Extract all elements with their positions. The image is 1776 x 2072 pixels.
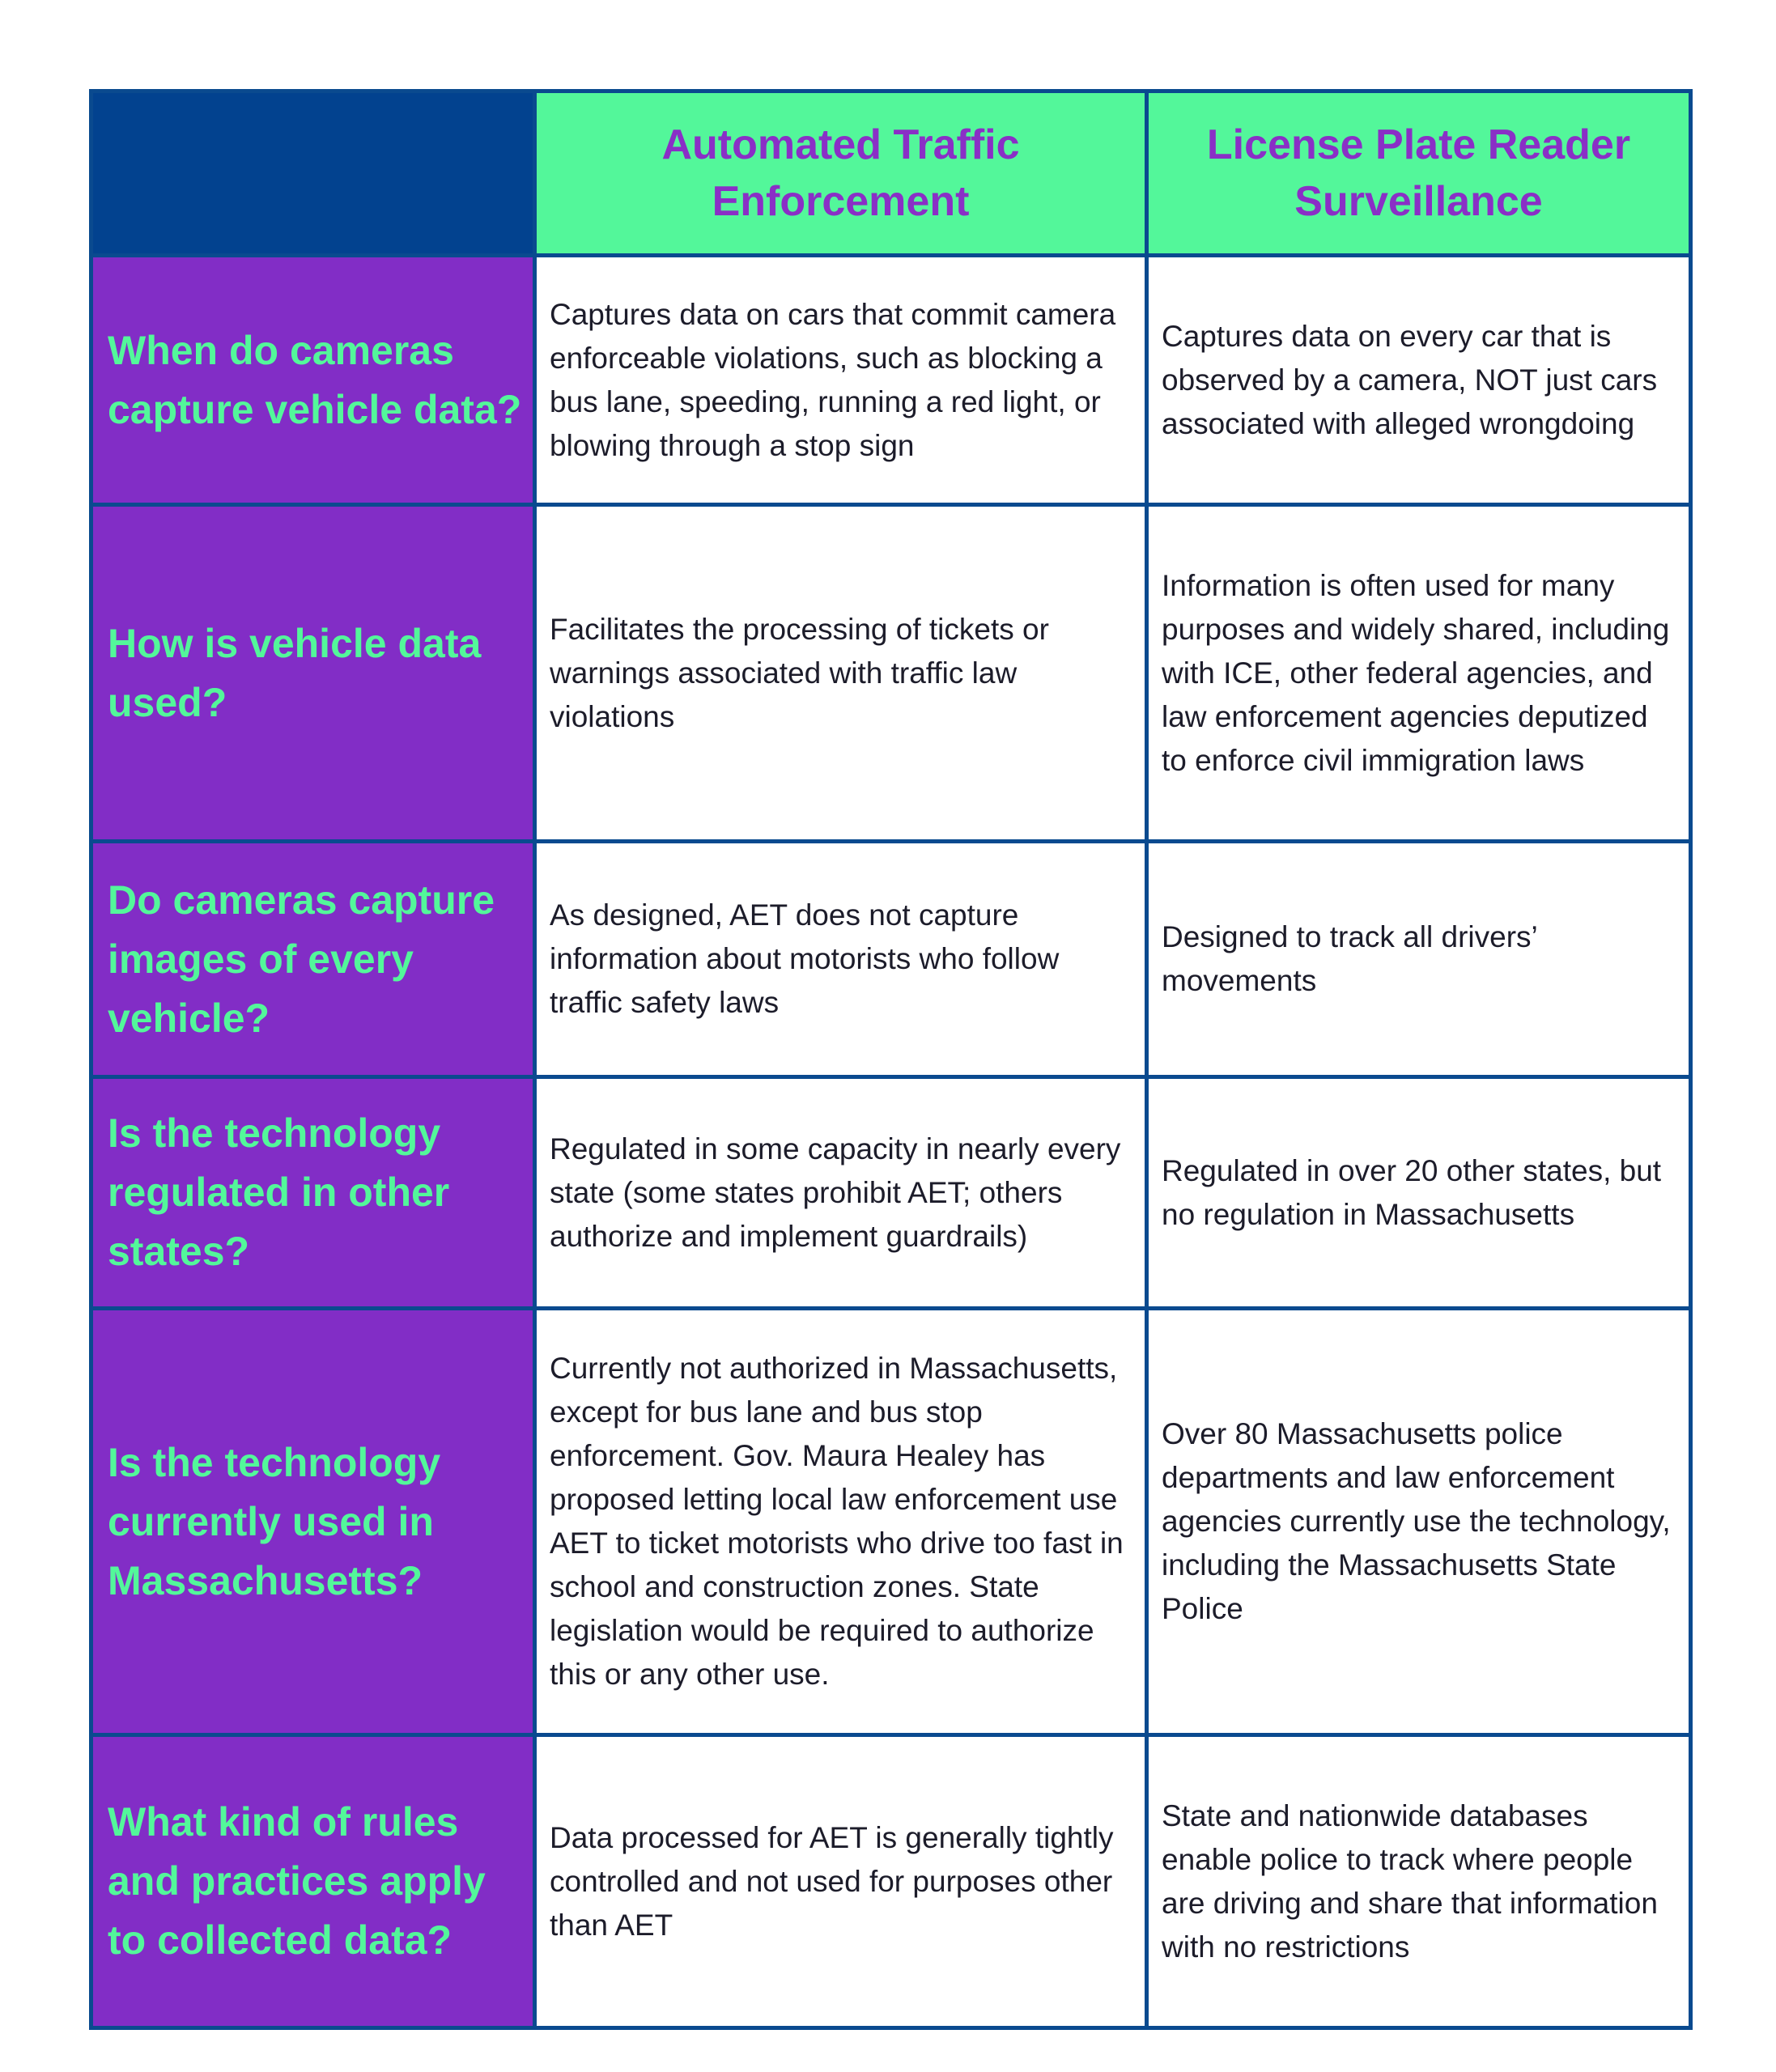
- table-row: [91, 1309, 1691, 1735]
- row-lpr-answer: [1147, 842, 1691, 1077]
- table-row: [91, 1735, 1691, 2028]
- row-question: Do cameras capture images of every vehicle?: [91, 842, 535, 1077]
- row-aet-answer: [535, 1077, 1147, 1309]
- comparison-table: [89, 89, 1693, 2030]
- cell-text: Information is often used for many purposes and widely shared, including with ICE, other federal agencies, and law enforcement agencies deputized to enforce civil immigration laws: [1162, 568, 1670, 777]
- cell-text: As designed, AET does not capture information about motorists who follow traffic safety laws: [550, 898, 1060, 1019]
- row-lpr-answer: [1147, 1309, 1691, 1735]
- row-aet-answer: [535, 256, 1147, 505]
- cell-text: State and nationwide databases enable police to track where people are driving and share that information with no restrictions: [1162, 1798, 1658, 1964]
- cell-text: Regulated in over 20 other states, but no regulation in Massachusetts: [1162, 1153, 1662, 1231]
- cell-text: Captures data on every car that is observed by a camera, NOT just cars associated with alleged wrongdoing: [1162, 319, 1658, 440]
- cell-text: Currently not authorized in Massachusetts, except for bus lane and bus stop enforcement. Gov. Maura Healey has proposed letting local law enforcement use AET to ticket motorists who drive too fast in school and construction zones. State legislation would be required to authorize this or any other use.: [550, 1352, 1124, 1691]
- table-row: [91, 256, 1691, 505]
- row-aet-answer: [535, 1735, 1147, 2028]
- row-question: Is the technology currently used in Massachusetts?: [91, 1309, 535, 1735]
- row-lpr-answer: [1147, 1735, 1691, 2028]
- corner-cell: [91, 91, 535, 256]
- cell-text: Designed to track all drivers’ movements: [1162, 920, 1537, 997]
- cell-text: Facilitates the processing of tickets or warnings associated with traffic law violations: [550, 612, 1049, 733]
- row-lpr-answer: [1147, 505, 1691, 842]
- row-question: When do cameras capture vehicle data?: [91, 256, 535, 505]
- table-row: [91, 842, 1691, 1077]
- cell-text: Data processed for AET is generally tightly controlled and not used for purposes other than AET: [550, 1820, 1114, 1942]
- column-header-label: License Plate Reader Surveillance: [1206, 121, 1631, 225]
- row-lpr-answer: [1147, 1077, 1691, 1309]
- cell-text: Over 80 Massachusetts police departments and law enforcement agencies currently use the technology, including the Massachusetts State Police: [1162, 1417, 1671, 1625]
- row-aet-answer: [535, 505, 1147, 842]
- column-header-label: Automated Traffic Enforcement: [661, 121, 1020, 225]
- cell-text: Regulated in some capacity in nearly every state (some states prohibit AET; others authorize and implement guardrails): [550, 1132, 1121, 1253]
- row-question: Is the technology regulated in other states?: [91, 1077, 535, 1309]
- table-row: [91, 1077, 1691, 1309]
- row-aet-answer: [535, 842, 1147, 1077]
- row-lpr-answer: [1147, 256, 1691, 505]
- column-header-aet: [535, 91, 1147, 256]
- cell-text: Captures data on cars that commit camera enforceable violations, such as blocking a bus lane, speeding, running a red light, or blowing through a stop sign: [550, 297, 1116, 462]
- table-header-row: [91, 91, 1691, 256]
- table-row: [91, 505, 1691, 842]
- row-question: How is vehicle data used?: [91, 505, 535, 842]
- column-header-lpr: [1147, 91, 1691, 256]
- row-question: What kind of rules and practices apply to collected data?: [91, 1735, 535, 2028]
- row-aet-answer: [535, 1309, 1147, 1735]
